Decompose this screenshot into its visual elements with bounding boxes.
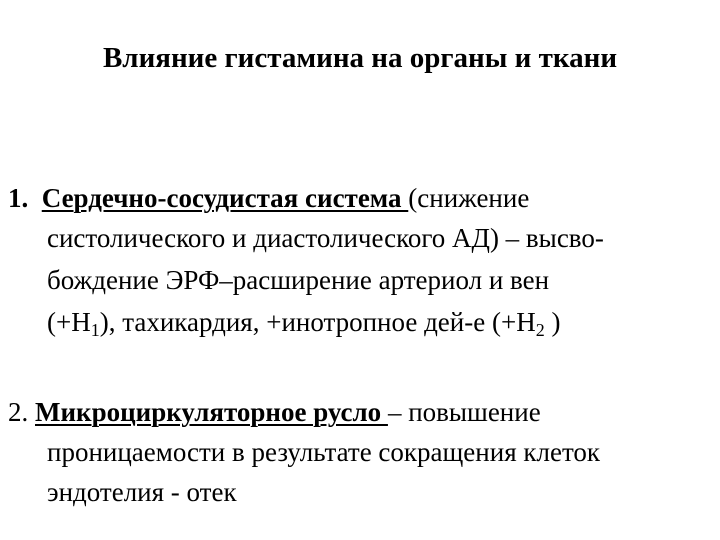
item2-heading: Микроциркуляторное русло [35, 397, 388, 427]
item1-h2-subscript: 2 [535, 320, 545, 340]
item1-line1 [8, 180, 529, 216]
item2-number: 2. [8, 397, 35, 427]
item2-line3: эндотелия - отек [47, 477, 237, 507]
item1-number: 1. [8, 183, 29, 213]
item2-line1 [8, 394, 541, 430]
item2-line2: проницаемости в результате сокращения клеток [47, 437, 600, 467]
item1-line4-part-b: ), тахикардия, +инотропное дей-е (+H [99, 307, 536, 337]
item1-line4-part-c: ) [544, 307, 561, 337]
item1-line1-rest: (снижение [408, 183, 530, 213]
slide-title: Влияние гистамина на органы и ткани [102, 42, 618, 74]
item1-line4-part-a: (+H [47, 307, 91, 337]
item1-line4 [47, 304, 560, 340]
item1-h1-subscript: 1 [90, 320, 100, 340]
item1-heading: Сердечно-сосудистая система [41, 183, 409, 213]
item1-line3: бождение ЭРФ–расширение артериол и вен [47, 265, 550, 295]
item1-line2: систолического и диастолического АД) – высво- [47, 223, 604, 253]
item2-line1-rest: – повышение [387, 397, 541, 427]
